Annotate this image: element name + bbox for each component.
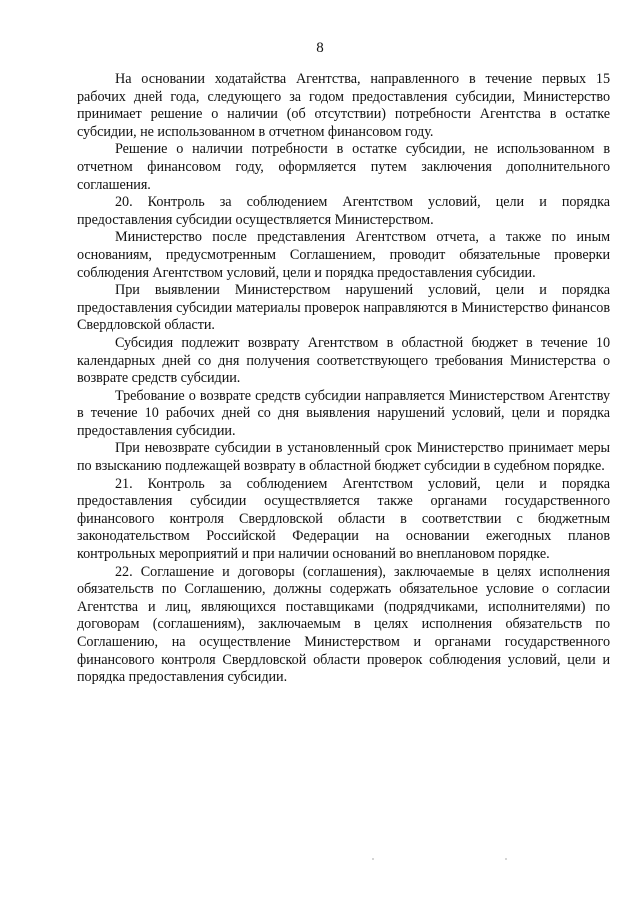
document-body [77,71,610,687]
paragraph-section-22-agreements: 22. Соглашение и договоры (соглашения), заключаемые в целях исполнения обязательств по Соглашению, должны содержать обязательное условие о согласии Агентства и лиц, являющихся поставщиками (подрядчиками, исполнителями) по договорам (соглашениям), заключаемым в целях исполнения обязательств по Соглашению, на осуществление Министерством и органами государственного финансового контроля Свердловской области проверок соблюдения условий, цели и порядка предоставления субсидии. [77,563,610,686]
paragraph-additional-agreement: Решение о наличии потребности в остатке субсидии, не использованном в отчетном финансовом году, оформляется путем заключения дополнительного соглашения. [77,141,610,193]
paragraph-judicial-recovery: При невозврате субсидии в установленный срок Министерство принимает меры по взысканию подлежащей возврату в областной бюджет субсидии в судебном порядке. [77,440,610,475]
scan-speck [505,858,507,860]
paragraph-section-20-control: 20. Контроль за соблюдением Агентством условий, цели и порядка предоставления субсидии осуществляется Министерством. [77,194,610,228]
paragraph-subsidy-return: Субсидия подлежит возврату Агентством в областной бюджет в течение 10 календарных дней со дня получения соответствующего требования Министерства о возврате средств субсидии. [77,334,610,387]
paragraph-return-requirement: Требование о возврате средств субсидии направляется Министерством Агентству в течение 10 рабочих дней со дня выявления нарушений условий, цели и порядка предоставления субсидии. [77,387,610,439]
paragraph-mandatory-inspections: Министерство после представления Агентством отчета, а также по иным основаниям, предусмотренным Соглашением, проводит обязательные проверки соблюдения Агентством условий, цели и порядка предоставления субсидии. [77,229,610,281]
paragraph-subsidy-balance-request: На основании ходатайства Агентства, направленного в течение первых 15 рабочих дней года, следующего за годом предоставления субсидии, Министерство принимает решение о наличии (об отсутствии) потребности Агентства в остатке субсидии, не использованном в отчетном финансовом году. [77,71,610,140]
scan-speck [372,858,374,860]
page-number: 8 [316,40,324,56]
paragraph-section-21-state-control: 21. Контроль за соблюдением Агентством условий, цели и порядка предоставления субсидии осуществляется также органами государственного финансового контроля Свердловской области в соответствии с бюджетным законодательством Российской Федерации на основании ежегодных планов контрольных мероприятий и при наличии оснований во внеплановом порядке. [77,475,610,563]
paragraph-violation-materials: При выявлении Министерством нарушений условий, цели и порядка предоставления субсидии материалы проверок направляются в Министерство финансов Свердловской области. [77,282,610,334]
